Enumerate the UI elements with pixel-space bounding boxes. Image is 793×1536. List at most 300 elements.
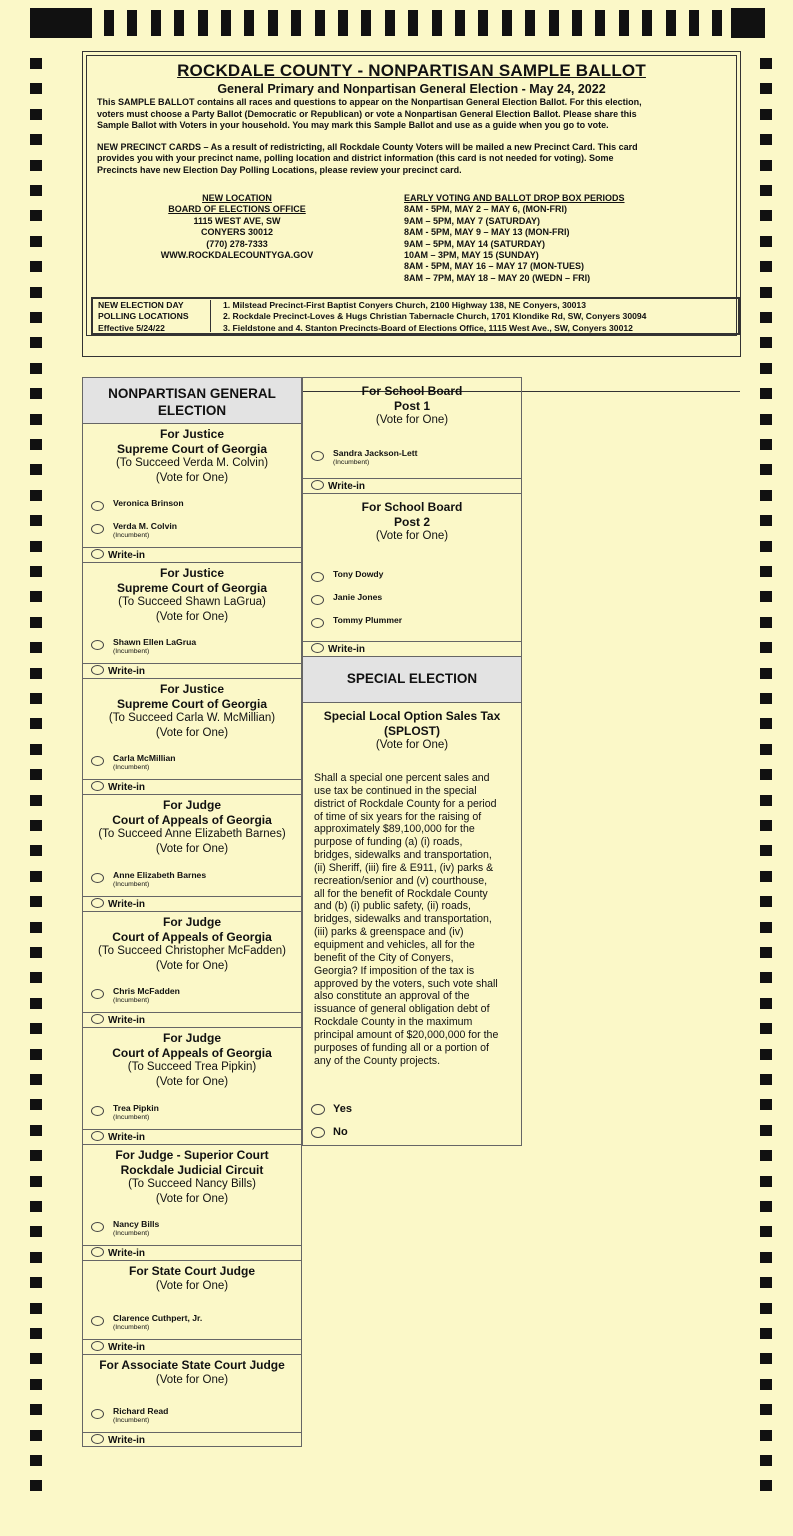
intro-text	[87, 97, 736, 132]
vote-oval[interactable]	[91, 1434, 104, 1444]
race-office: Supreme Court of Georgia	[116, 696, 268, 711]
race-succeed: (To Succeed Verda M. Colvin)	[115, 457, 269, 469]
question-line: also constitute an approval of the	[314, 990, 470, 1003]
candidate-name: Veronica Brinson	[113, 498, 184, 508]
vote-oval[interactable]	[91, 1131, 104, 1141]
choice-label: No	[333, 1126, 348, 1138]
timing-mark	[760, 591, 772, 602]
question-line: principal amount of $20,000,000 for the	[314, 1028, 499, 1041]
timing-mark	[338, 10, 348, 36]
race-block	[303, 494, 521, 657]
race-block	[83, 679, 301, 795]
vote-oval[interactable]	[91, 665, 104, 675]
write-in-option[interactable]	[303, 478, 521, 492]
timing-mark	[572, 10, 582, 36]
timing-mark	[595, 10, 605, 36]
timing-mark	[760, 337, 772, 348]
precinct-card-notice	[87, 142, 736, 177]
question-line: Shall a special one percent sales and	[314, 772, 490, 784]
timing-mark	[760, 236, 772, 247]
write-in-option[interactable]	[83, 1339, 301, 1353]
vote-for-one: (Vote for One)	[375, 530, 449, 542]
question-line: purposes of funding all or a portion of	[314, 1041, 489, 1054]
vote-oval[interactable]	[311, 643, 324, 653]
polling-label-line: POLLING LOCATIONS	[98, 311, 189, 322]
race-title: For Associate State Court Judge	[99, 1358, 285, 1372]
timing-mark	[760, 287, 772, 298]
write-in-option[interactable]	[83, 1245, 301, 1259]
timing-mark	[30, 1328, 42, 1339]
vote-oval[interactable]	[91, 524, 104, 534]
write-in-option[interactable]	[83, 1129, 301, 1143]
section-title-special: SPECIAL ELECTION	[303, 657, 521, 703]
timing-mark	[30, 1252, 42, 1263]
timing-mark	[760, 845, 772, 856]
early-voting-line: 10AM – 3PM, MAY 15 (SUNDAY)	[404, 250, 539, 261]
timing-mark	[30, 1404, 42, 1415]
timing-mark	[30, 693, 42, 704]
timing-mark	[30, 1480, 42, 1491]
timing-mark	[619, 10, 629, 36]
vote-oval[interactable]	[91, 640, 104, 650]
race-office: Court of Appeals of Georgia	[112, 1045, 272, 1060]
timing-mark	[174, 10, 184, 36]
race-title: For Justice	[159, 427, 225, 441]
timing-mark	[30, 236, 42, 247]
timing-mark	[151, 10, 161, 36]
vote-oval[interactable]	[91, 898, 104, 908]
precinct-line: NEW PRECINCT CARDS – As a result of redistricting, all Rockdale County Voters will be mailed a new Precinct Card. This card	[97, 141, 638, 152]
timing-mark	[30, 160, 42, 171]
question-line: issuance of general obligation debt of	[314, 1003, 490, 1016]
timing-mark	[689, 10, 699, 36]
race-title: Post 2	[393, 514, 430, 529]
write-in-label: Write-in	[108, 1015, 146, 1026]
timing-mark	[760, 1277, 772, 1288]
polling-location: 3. Fieldstone and 4. Stanton Precincts-Board of Elections Office, 1115 West Ave., SW, Conyers 30012	[223, 322, 633, 333]
vote-oval[interactable]	[91, 1316, 104, 1326]
timing-mark	[30, 566, 42, 577]
race-office: Rockdale Judicial Circuit	[120, 1162, 264, 1177]
location-line: (770) 278-7333	[206, 238, 268, 249]
vote-oval[interactable]	[91, 781, 104, 791]
race-block	[83, 1145, 301, 1261]
timing-mark	[760, 185, 772, 196]
question-line: Georgia? If imposition of the tax is	[314, 964, 475, 977]
timing-mark	[760, 744, 772, 755]
question-line: approximately $89,100,000 for the	[314, 823, 475, 836]
intro-line: voters must choose a Party Ballot (Democratic or Republican) or vote a Nonpartisan General Election Ballot. Please share this	[97, 108, 637, 119]
timing-mark	[30, 845, 42, 856]
timing-mark	[760, 795, 772, 806]
timing-mark	[244, 10, 254, 36]
question-line: district of Rockdale County for a period	[314, 797, 497, 810]
vote-oval[interactable]	[91, 501, 104, 511]
timing-mark	[731, 8, 765, 38]
polling-location: 2. Rockdale Precinct-Loves & Hugs Christian Tabernacle Church, 1701 Klondike Rd, SW, Conyers 30094	[223, 311, 647, 322]
candidate-name: Richard Read	[113, 1406, 169, 1416]
timing-mark	[760, 134, 772, 145]
timing-mark	[30, 668, 42, 679]
incumbent-label: (Incumbent)	[113, 764, 150, 771]
timing-mark	[30, 312, 42, 323]
write-in-label: Write-in	[108, 1435, 146, 1446]
timing-mark	[760, 541, 772, 552]
timing-mark	[30, 337, 42, 348]
timing-mark	[30, 388, 42, 399]
race-title: Post 1	[393, 398, 430, 413]
vote-for-one: (Vote for One)	[155, 726, 229, 739]
vote-for-one: (Vote for One)	[155, 1075, 229, 1088]
timing-mark	[760, 820, 772, 831]
timing-mark	[30, 109, 42, 120]
splost-question	[314, 772, 522, 1067]
write-in-option[interactable]	[83, 896, 301, 910]
race-block	[303, 378, 521, 494]
early-voting-line: 8AM – 7PM, MAY 18 – MAY 20 (WEDN – FRI)	[404, 272, 591, 283]
timing-mark	[30, 363, 42, 374]
location-heading: BOARD OF ELECTIONS OFFICE	[168, 204, 306, 215]
timing-mark	[291, 10, 301, 36]
question-line: (iii) parks & greenspace and (iv)	[314, 926, 464, 939]
timing-mark	[30, 261, 42, 272]
timing-mark	[642, 10, 652, 36]
write-in-option[interactable]	[83, 1432, 301, 1446]
timing-mark	[760, 515, 772, 526]
location-line: WWW.ROCKDALECOUNTYGA.GOV	[160, 250, 314, 261]
timing-mark	[30, 1125, 42, 1136]
race-office: Court of Appeals of Georgia	[112, 929, 272, 944]
vote-for-one: (Vote for One)	[155, 1192, 229, 1205]
timing-mark	[315, 10, 325, 36]
timing-mark	[760, 718, 772, 729]
vote-oval[interactable]	[91, 1341, 104, 1351]
timing-mark	[760, 972, 772, 983]
timing-mark	[760, 693, 772, 704]
timing-mark	[525, 10, 535, 36]
incumbent-label: (Incumbent)	[113, 648, 150, 655]
incumbent-label: (Incumbent)	[113, 997, 150, 1004]
timing-mark	[30, 541, 42, 552]
polling-label	[95, 300, 211, 332]
ballot-title: ROCKDALE COUNTY - NONPARTISAN SAMPLE BALLOT	[177, 61, 646, 80]
vote-oval[interactable]	[311, 595, 324, 605]
early-voting-line: 8AM - 5PM, MAY 16 – MAY 17 (MON-TUES)	[404, 261, 585, 272]
timing-mark	[30, 1277, 42, 1288]
timing-mark	[760, 1379, 772, 1390]
timing-mark	[30, 1379, 42, 1390]
vote-oval[interactable]	[91, 756, 104, 766]
write-in-label: Write-in	[108, 666, 146, 677]
race-office: Supreme Court of Georgia	[116, 441, 268, 456]
vote-oval[interactable]	[91, 1247, 104, 1257]
timing-mark	[221, 10, 231, 36]
vote-for-one: (Vote for One)	[155, 1373, 229, 1386]
candidate-name: Trea Pipkin	[113, 1103, 159, 1113]
vote-oval[interactable]	[311, 451, 324, 461]
write-in-option[interactable]	[83, 547, 301, 561]
timing-mark	[30, 490, 42, 501]
write-in-option[interactable]	[303, 641, 521, 655]
timing-mark	[760, 58, 772, 69]
candidate-name: Carla McMillian	[113, 753, 176, 763]
question-line: bridges, sidewalks and transportation,	[314, 913, 492, 926]
timing-mark	[760, 312, 772, 323]
timing-mark	[760, 109, 772, 120]
timing-mark	[30, 439, 42, 450]
race-title: For Judge	[162, 915, 221, 929]
race-block	[83, 1028, 301, 1145]
candidate-name: Chris McFadden	[113, 986, 180, 996]
early-voting-line: 8AM - 5PM, MAY 9 – MAY 13 (MON-FRI)	[404, 227, 570, 238]
timing-mark	[760, 83, 772, 94]
timing-mark	[30, 8, 92, 38]
timing-mark	[760, 414, 772, 425]
timing-mark	[760, 871, 772, 882]
question-line: and (b) (i) public safety, (ii) roads,	[314, 900, 471, 913]
timing-mark	[30, 58, 42, 69]
header-info-box	[86, 55, 737, 336]
timing-mark	[760, 210, 772, 221]
timing-mark	[760, 160, 772, 171]
ballot-subtitle: General Primary and Nonpartisan General Election - May 24, 2022	[217, 82, 606, 96]
race-block	[83, 563, 301, 679]
timing-mark	[385, 10, 395, 36]
question-line: recreation/senior and (v) courthouse,	[314, 874, 488, 887]
choice-label: Yes	[333, 1103, 352, 1115]
timing-mark	[760, 464, 772, 475]
polling-label-line: NEW ELECTION DAY	[98, 300, 184, 310]
timing-mark	[760, 1303, 772, 1314]
vote-oval[interactable]	[91, 549, 104, 559]
race-block	[83, 795, 301, 912]
timing-mark	[30, 871, 42, 882]
timing-mark	[30, 185, 42, 196]
write-in-option[interactable]	[83, 1012, 301, 1026]
candidate-name: Verda M. Colvin	[113, 521, 177, 531]
incumbent-label: (Incumbent)	[113, 881, 150, 888]
vote-for-one: (Vote for One)	[155, 959, 229, 972]
incumbent-label: (Incumbent)	[113, 1324, 150, 1331]
timing-mark	[760, 1328, 772, 1339]
write-in-label: Write-in	[328, 481, 366, 492]
race-succeed: (To Succeed Anne Elizabeth Barnes)	[98, 828, 286, 840]
timing-mark	[30, 1353, 42, 1364]
location-heading: NEW LOCATION	[202, 193, 272, 203]
timing-mark	[30, 1226, 42, 1237]
early-voting-line: 9AM – 5PM, MAY 14 (SATURDAY)	[404, 238, 546, 249]
polling-label-line: Effective 5/24/22	[98, 322, 165, 333]
timing-mark	[30, 922, 42, 933]
timing-mark	[30, 515, 42, 526]
timing-mark	[760, 947, 772, 958]
timing-mark	[760, 363, 772, 374]
race-block	[83, 912, 301, 1028]
incumbent-label: (Incumbent)	[113, 1417, 150, 1424]
timing-mark	[30, 1455, 42, 1466]
timing-mark	[760, 668, 772, 679]
timing-mark	[760, 439, 772, 450]
vote-for-one: (Vote for One)	[375, 414, 449, 426]
timing-mark	[408, 10, 418, 36]
timing-mark	[760, 617, 772, 628]
vote-for-one: (Vote for One)	[155, 471, 229, 484]
vote-oval[interactable]	[311, 1104, 325, 1115]
candidate-name: Shawn Ellen LaGrua	[113, 637, 197, 647]
timing-mark	[30, 795, 42, 806]
timing-mark	[760, 1023, 772, 1034]
vote-for-one: (Vote for One)	[155, 1279, 229, 1292]
candidate-name: Nancy Bills	[113, 1219, 160, 1229]
precinct-line: Precincts have new Election Day Polling Locations, please review your precinct card.	[97, 164, 462, 175]
timing-mark	[30, 718, 42, 729]
vote-oval[interactable]	[91, 1222, 104, 1232]
election-office-location	[137, 193, 337, 261]
vote-for-one: (Vote for One)	[155, 610, 229, 623]
timing-mark	[30, 1023, 42, 1034]
question-line: use tax be continued in the special	[314, 784, 477, 797]
question-line: any of the County projects.	[314, 1054, 441, 1067]
timing-mark	[30, 287, 42, 298]
race-office: Supreme Court of Georgia	[116, 580, 268, 595]
write-in-label: Write-in	[108, 782, 146, 793]
timing-mark	[30, 896, 42, 907]
timing-mark	[30, 1176, 42, 1187]
early-voting-line: 9AM – 5PM, MAY 7 (SATURDAY)	[404, 215, 541, 226]
question-line: bridges, sidewalks and transportation,	[314, 849, 492, 862]
timing-mark	[30, 744, 42, 755]
right-ballot-column	[302, 377, 522, 1146]
race-block	[83, 1261, 301, 1355]
timing-mark	[30, 591, 42, 602]
location-line: 1115 WEST AVE, SW	[193, 215, 281, 226]
vote-oval[interactable]	[311, 480, 324, 490]
timing-mark	[30, 769, 42, 780]
candidate-name: Clarence Cuthpert, Jr.	[113, 1313, 203, 1323]
vote-oval[interactable]	[311, 1127, 325, 1138]
incumbent-label: (Incumbent)	[113, 532, 150, 539]
write-in-label: Write-in	[108, 1132, 146, 1143]
timing-mark	[30, 642, 42, 653]
question-line: of time of six years for the raising of	[314, 810, 482, 823]
timing-mark	[478, 10, 488, 36]
timing-mark	[30, 947, 42, 958]
intro-line: Sample Ballot with Voters in your household. You may mark this Sample Ballot and use as a guide when you go to vote.	[97, 120, 609, 130]
race-office: Court of Appeals of Georgia	[112, 812, 272, 827]
timing-mark	[760, 566, 772, 577]
timing-mark	[30, 1049, 42, 1060]
timing-mark-bar	[0, 8, 793, 38]
timing-mark	[760, 1480, 772, 1491]
vote-oval[interactable]	[311, 572, 324, 582]
timing-mark	[432, 10, 442, 36]
timing-mark	[760, 388, 772, 399]
timing-mark	[30, 210, 42, 221]
timing-mark	[666, 10, 676, 36]
vote-oval[interactable]	[91, 1106, 104, 1116]
polling-location: 1. Milstead Precinct-First Baptist Conyers Church, 2100 Highway 138, NE Conyers, 30013	[223, 300, 586, 310]
timing-mark	[760, 1404, 772, 1415]
timing-mark	[104, 10, 114, 36]
candidate-name: Tommy Plummer	[333, 615, 403, 625]
timing-mark	[127, 10, 137, 36]
early-voting-heading: EARLY VOTING AND BALLOT DROP BOX PERIODS	[404, 193, 625, 203]
timing-mark	[30, 1074, 42, 1085]
vote-oval[interactable]	[91, 1409, 104, 1419]
write-in-label: Write-in	[108, 550, 146, 561]
race-block	[83, 424, 301, 563]
timing-mark	[712, 10, 722, 36]
timing-mark	[361, 10, 371, 36]
timing-mark	[30, 1201, 42, 1212]
timing-mark	[760, 1125, 772, 1136]
timing-mark	[760, 1150, 772, 1161]
question-line: (ii) Sheriff, (iii) fire & E911, (iv) parks &	[314, 861, 494, 874]
precinct-line: provides you with your precinct name, polling location and district information (this card is not needed for voting). Some	[97, 153, 614, 163]
early-voting-line: 8AM - 5PM, MAY 2 – MAY 6, (MON-FRI)	[404, 204, 568, 215]
section-title-line: ELECTION	[157, 403, 227, 418]
write-in-option[interactable]	[83, 779, 301, 793]
timing-mark	[455, 10, 465, 36]
timing-mark	[760, 1201, 772, 1212]
timing-mark	[760, 261, 772, 272]
question-line: purpose of funding (a) (i) roads,	[314, 836, 463, 849]
timing-mark	[502, 10, 512, 36]
timing-mark	[30, 1303, 42, 1314]
timing-mark	[30, 998, 42, 1009]
race-title: For Justice	[159, 566, 225, 580]
timing-mark	[760, 1252, 772, 1263]
polling-locations-box	[91, 297, 740, 335]
race-title: For Justice	[159, 682, 225, 696]
vote-for-one: (Vote for One)	[375, 739, 449, 751]
race-block	[83, 1355, 301, 1448]
vote-oval[interactable]	[91, 989, 104, 999]
vote-oval[interactable]	[91, 1014, 104, 1024]
vote-for-one: (Vote for One)	[155, 842, 229, 855]
write-in-option[interactable]	[83, 663, 301, 677]
question-line: equipment and vehicles, all for the	[314, 938, 475, 951]
timing-mark	[760, 922, 772, 933]
write-in-label: Write-in	[328, 644, 366, 655]
vote-oval[interactable]	[91, 873, 104, 883]
vote-oval[interactable]	[311, 618, 324, 628]
splost-title: (SPLOST)	[384, 723, 440, 738]
race-title: For Judge	[162, 1031, 221, 1045]
race-title: For Judge - Superior Court	[115, 1148, 269, 1162]
race-title: For School Board	[361, 500, 463, 514]
ballot-header	[82, 51, 741, 357]
timing-mark	[760, 1455, 772, 1466]
write-in-label: Write-in	[108, 899, 146, 910]
timing-mark	[760, 1049, 772, 1060]
race-succeed: (To Succeed Trea Pipkin)	[127, 1061, 257, 1073]
timing-mark	[760, 1074, 772, 1085]
timing-mark	[760, 1099, 772, 1110]
incumbent-label: (Incumbent)	[113, 1230, 150, 1237]
race-succeed: (To Succeed Christopher McFadden)	[98, 945, 286, 957]
race-succeed: (To Succeed Carla W. McMillian)	[108, 712, 276, 724]
timing-mark	[30, 1099, 42, 1110]
section-title-nonpartisan	[83, 378, 301, 424]
question-line: Rockdale County in the maximum	[314, 1016, 473, 1029]
timing-mark	[198, 10, 208, 36]
timing-mark	[760, 896, 772, 907]
timing-mark	[30, 414, 42, 425]
question-line: all for the benefit of Rockdale County	[314, 887, 488, 900]
polling-list	[223, 300, 646, 334]
race-title: For Judge	[162, 798, 221, 812]
